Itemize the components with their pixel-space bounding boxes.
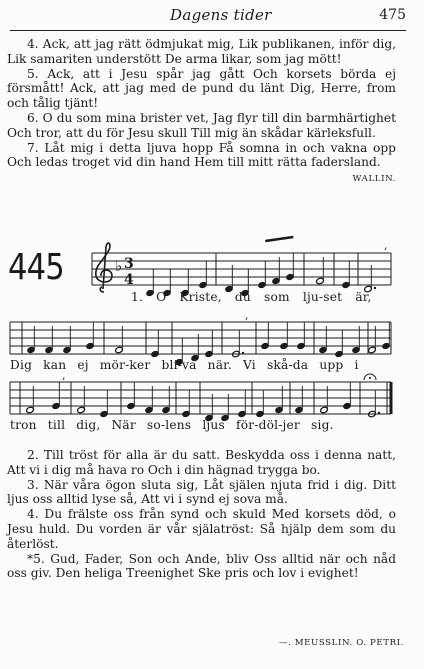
final-attribution: —. MEUSSLIN. O. PETRI. [278, 638, 404, 648]
time-signature-top: 3 [124, 256, 134, 272]
lyric-line-1: 1. O Kriste, du som lju-set är, [131, 290, 372, 304]
verse-3: 3. När våra ögon sluta sig, Låt själen njuta frid i dig. Ditt ljus oss alltid lyse så, Att vi i synd ej sova må. [7, 477, 396, 507]
verse-4: 4. Ack, att jag rätt ödmjukat mig, Lik publikanen, inför dig, Lik samariten understött De arma likar, som jag mött! [7, 37, 396, 66]
verse-2: 2. Till tröst för alla är du satt. Beskydda oss i denna natt, Att vi i dig må hava ro Och i din hägnad trygga bo. [7, 448, 396, 477]
verse-6: 6. O du som mina brister vet, Jag flyr till din barmhärtighet Och tror, att du för Jesu skull Till mig än skådar kärleksfull. [7, 110, 396, 140]
verse-7-text: 7. Låt mig i detta ljuva hopp Få somna in och vakna opp Och ledas troget vid din hand Hem till mitt rätta fadersland. [7, 140, 396, 170]
lyric-line-2: Dig kan ej mör-ker bli-va när. Vi skå-da upp i [10, 358, 359, 372]
svg-text:,: , [245, 309, 249, 322]
svg-text:,: , [62, 369, 66, 382]
verse-5b: *5. Gud, Fader, Son och Ande, bliv Oss alltid när och nåd oss giv. Den heliga Treenighet Ske pris och lov i evighet! [7, 551, 396, 581]
running-title: Dagens tider [170, 6, 272, 24]
following-verses [7, 448, 396, 581]
author-attribution: WALLIN. [352, 174, 396, 185]
hymn-number: 445 [8, 247, 64, 288]
verse-5: 5. Ack, att i Jesu spår jag gått Och korsets börda ej försmått! Ack, att jag med de pund du länt Dig, Herre, from och tålig tjänt! [7, 66, 396, 111]
key-flat-icon: ♭ [115, 257, 123, 275]
lyric-line-3: tron till dig, När so-lens ljus för-döl-jer sig. [10, 418, 334, 432]
time-signature-bottom: 4 [124, 272, 134, 288]
staff-system-1 [92, 253, 391, 285]
verse-4b: 4. Du frälste oss från synd och skuld Med korsets död, o Jesu huld. Du vorden är vår själatröst: Så hjälp dem som du återlöst. [7, 507, 396, 551]
page-number: 475 [379, 7, 406, 23]
svg-text:,: , [384, 239, 388, 252]
